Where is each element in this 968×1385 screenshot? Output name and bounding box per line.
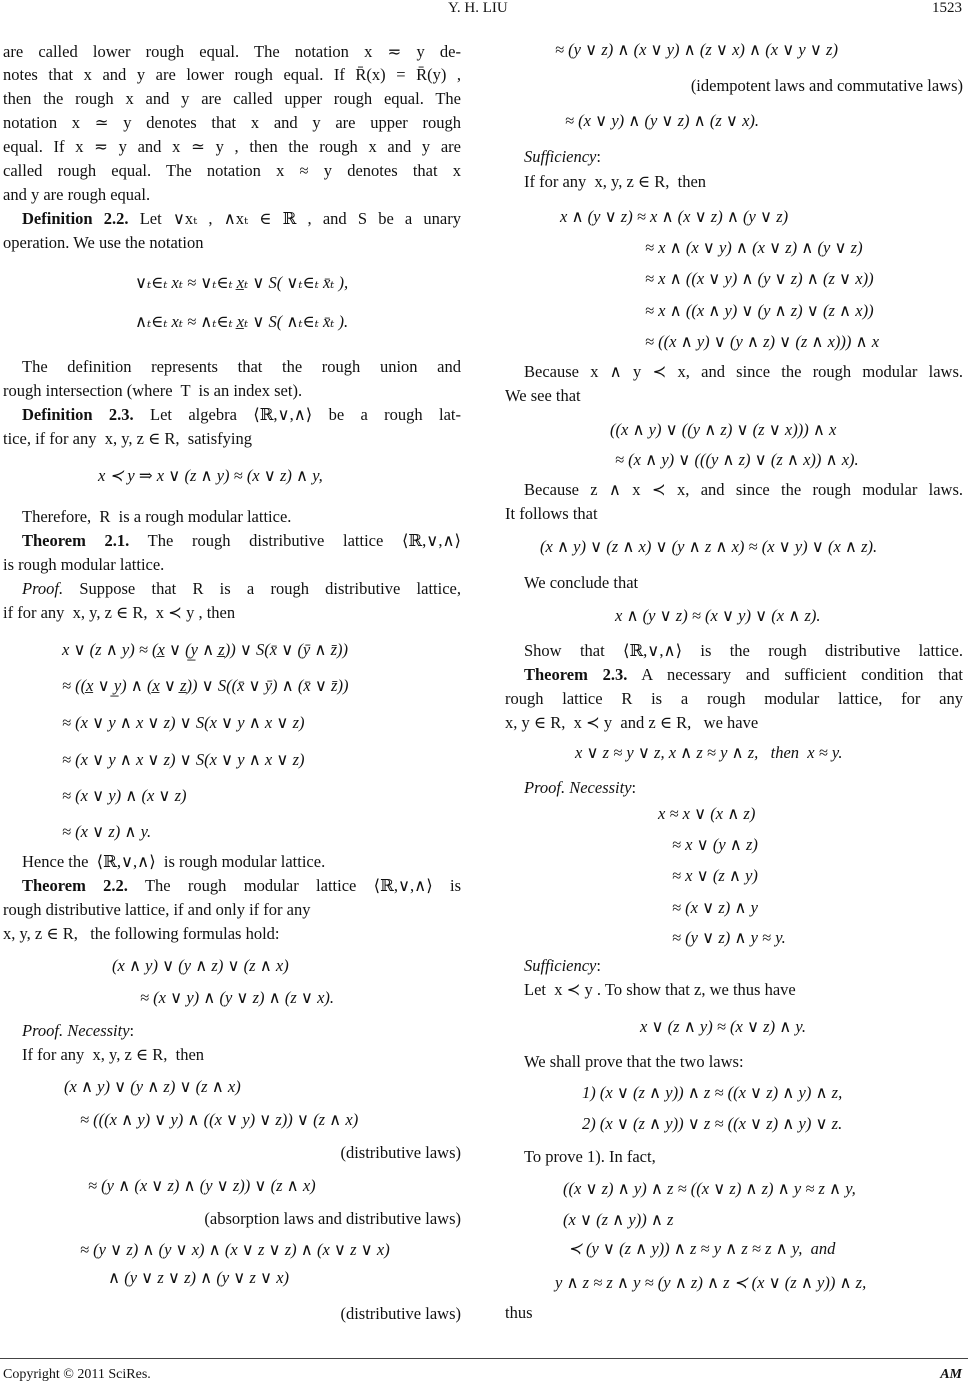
footer-rule [0,1358,968,1359]
text-line [3,42,461,62]
proof-label: Sufficiency [524,147,597,166]
line-text: (distributive laws) [340,1143,461,1162]
proof-label: Proof. Necessity [22,1021,130,1040]
line-text: x ≈ x ∨ (x ∧ z) [658,804,756,823]
line-text: Show that ⟨ℝ,∨,∧⟩ is the rough distributive lattice. [524,641,963,660]
text-line [524,956,601,976]
line-text: ≈ (x ∨ y ∧ x ∨ z) ∨ S(x ∨ y ∧ x ∨ z) [62,713,305,732]
line-text: then the rough x and y are called upper rough equal. The [3,89,461,108]
line-text: Suppose that R is a rough distributive lattice, [63,579,461,598]
footer-copyright: Copyright © 2011 SciRes. [3,1367,151,1382]
line-text: Let ∨xₜ , ∧xₜ ∈ ℝ , and S be a unary [128,209,461,228]
line-text: x ∨ z ≈ y ∨ z, x ∧ z ≈ y ∧ z, then x ≈ y. [575,743,843,762]
equation-line [582,1114,842,1134]
text-line [524,172,706,192]
proof-label: Proof. [22,579,64,598]
equation-line [135,273,348,293]
equation-line [672,898,758,918]
heading-label: Theorem 2.1. [22,531,130,550]
equation-annotation [204,1209,461,1229]
text-line [3,233,203,253]
text-line [524,480,963,500]
line-text: if for any x, y, z ∈ R, x ≺ y , then [3,603,236,622]
line-text: We see that [505,386,581,405]
equation-line [615,450,859,470]
equation-line [62,640,348,660]
equation-line [640,1017,806,1037]
equation-line [88,1176,316,1196]
line-text: We shall prove that the two laws: [524,1052,744,1071]
line-text: ≈ (((x ∧ y) ∨ y) ∧ ((x ∨ y) ∨ z)) ∨ (z ∧ x) [80,1110,359,1129]
line-text: ≈ x ∧ ((x ∨ y) ∧ (y ∨ z) ∧ (z ∨ x)) [645,269,874,288]
text-line [3,924,280,944]
line-text: If for any x, y, z ∈ R, then [22,1045,205,1064]
text-line [22,876,461,896]
line-text: The definition represents that the rough union and [22,357,461,376]
text-line [505,504,598,524]
line-text: x ≺ y ⇒ x ∨ (z ∧ y) ≈ (x ∨ z) ∧ y, [98,466,323,485]
text-line [3,113,461,133]
line-text: : [631,778,637,797]
line-text: (distributive laws) [340,1304,461,1323]
equation-line [645,269,874,289]
text-line [22,357,461,377]
line-text: ≈ (x ∨ y) ∧ (x ∨ z) [62,786,187,805]
line-text: ∧ (y ∨ z ∨ z) ∧ (y ∨ z ∨ x) [108,1268,290,1287]
line-text: Therefore, R is a rough modular lattice. [22,507,292,526]
equation-line [658,804,755,824]
equation-line [98,466,323,486]
line-text: equal. If x ≂ y and x ≃ y , then the rough x and y are [3,137,461,156]
equation-line [568,1239,835,1259]
text-line [505,386,581,406]
line-text: ≈ x ∧ ((x ∧ y) ∨ (y ∧ z) ∨ (z ∧ x)) [645,301,874,320]
line-text: rough lattice R is a rough modular lattice, for any [505,689,963,708]
line-text: Because x ∧ y ≺ x, and since the rough modular laws. [524,362,963,381]
line-text: Let x ≺ y . To show that z, we thus have [524,980,796,999]
text-line [22,209,461,229]
line-text: If for any x, y, z ∈ R, then [524,172,707,191]
equation-line [540,537,877,557]
line-text: 1) (x ∨ (z ∧ y)) ∧ z ≈ ((x ∨ z) ∧ y) ∧ z, [582,1083,843,1102]
line-text: Let algebra ⟨ℝ,∨,∧⟩ be a rough lat- [133,405,461,424]
text-line [3,555,164,575]
text-line [22,1045,204,1065]
line-text: y ∧ z ≈ z ∧ y ≈ (y ∧ z) ∧ z ≺ (x ∨ (z ∧ y)) ∧ z, [555,1273,867,1292]
equation-line [563,1179,856,1199]
footer-journal: AM [940,1367,962,1382]
line-text: : [596,147,601,166]
line-text: The rough modular lattice ⟨ℝ,∨,∧⟩ is [127,876,461,895]
equation-line [672,866,758,886]
line-text: (idempotent laws and commutative laws) [690,76,963,95]
line-text: (x ∧ y) ∨ (y ∧ z) ∨ (z ∧ x) [112,956,289,975]
line-text: is rough modular lattice. [3,555,165,574]
equation-line [62,676,348,696]
text-line [3,137,461,157]
line-text: 2) (x ∨ (z ∧ y)) ∨ z ≈ ((x ∨ z) ∧ y) ∨ z. [582,1114,843,1133]
text-line [3,65,461,85]
line-text: Because z ∧ x ≺ x, and since the rough modular laws. [524,480,963,499]
line-text: ((x ∨ z) ∧ y) ∧ z ≈ ((x ∨ z) ∧ z) ∧ y ≈ z ∧ y, [563,1179,856,1198]
text-line [524,641,963,661]
text-line [3,381,302,401]
equation-line [610,420,836,440]
line-text: ≈ (y ∧ (x ∨ z) ∧ (y ∨ z)) ∨ (z ∧ x) [88,1176,316,1195]
text-line [3,429,252,449]
text-line [3,89,461,109]
equation-line [135,312,348,332]
line-text: and y are rough equal. [3,185,151,204]
equation-line [645,301,874,321]
line-text: It follows that [505,504,598,523]
line-text: : [596,956,601,975]
text-line [524,362,963,382]
line-text: ≈ (x ∨ z) ∧ y. [62,822,152,841]
line-text: Hence the ⟨ℝ,∨,∧⟩ is rough modular lattice. [22,852,326,871]
equation-line [140,988,334,1008]
equation-annotation [340,1304,461,1324]
line-text: ≈ (x ∨ y ∧ x ∨ z) ∨ S(x ∨ y ∧ x ∨ z) [62,750,305,769]
line-text: x ∨ (z ∧ y) ≈ (x̲ ∨ (y̲ ∧ z̲)) ∨ S(x̄ ∨ (ȳ ∧ z̄)) [62,640,348,659]
line-text: (x ∧ y) ∨ (y ∧ z) ∨ (z ∧ x) [64,1077,241,1096]
proof-label: Sufficiency [524,956,597,975]
text-line [505,713,758,733]
equation-line [62,750,304,770]
heading-label: Definition 2.2. [22,209,129,228]
line-text: To prove 1). In fact, [524,1147,656,1166]
line-text: ≈ ((x ∧ y) ∨ (y ∧ z) ∨ (z ∧ x))) ∧ x [645,332,880,351]
text-line [22,405,461,425]
equation-line [62,822,151,842]
line-text: The rough distributive lattice ⟨ℝ,∨,∧⟩ [129,531,461,550]
equation-line [62,713,304,733]
line-text: notes that x and y are lower rough equal. If R̄(x) = R̄(y) , [3,65,461,84]
text-line [505,1303,533,1323]
text-line [22,579,461,599]
line-text: We conclude that [524,573,639,592]
line-text: ≈ (y ∨ z) ∧ y ≈ y. [672,928,786,947]
line-text: x ∧ (y ∨ z) ≈ x ∧ (x ∨ z) ∧ (y ∨ z) [560,207,789,226]
text-line [3,161,461,181]
equation-line [108,1268,289,1288]
line-text: (absorption laws and distributive laws) [204,1209,461,1228]
line-text: ≈ (x ∧ y) ∨ (((y ∧ z) ∨ (z ∧ x)) ∧ x). [615,450,859,469]
equation-line [565,111,759,131]
text-line [3,900,310,920]
line-text: ≈ (y ∨ z) ∧ (x ∨ y) ∧ (z ∨ x) ∧ (x ∨ y ∨ z) [555,40,838,59]
equation-line [575,743,842,763]
line-text: x, y ∈ R, x ≺ y and z ∈ R, we have [505,713,759,732]
equation-line [555,40,838,60]
line-text: (x ∧ y) ∨ (z ∧ x) ∨ (y ∧ z ∧ x) ≈ (x ∨ y) ∨ (x ∧ z). [540,537,878,556]
text-line [22,531,461,551]
line-text: called rough equal. The notation x ≈ y denotes that x [3,161,461,180]
equation-line [560,207,788,227]
line-text: rough intersection (where T is an index set). [3,381,303,400]
line-text: operation. We use the notation [3,233,204,252]
equation-line [672,928,786,948]
equation-line [112,956,289,976]
text-line [524,1147,656,1167]
text-line [524,665,963,685]
text-line [22,852,325,872]
text-line [524,573,638,593]
line-text: ∨ₜ∈ₜ xₜ ≈ ∨ₜ∈ₜ x̲ₜ ∨ S( ∨ₜ∈ₜ x̄ₜ ), [135,273,349,292]
line-text: x ∨ (z ∧ y) ≈ (x ∨ z) ∧ y. [640,1017,806,1036]
line-text: ((x ∧ y) ∨ ((y ∧ z) ∨ (z ∨ x))) ∧ x [610,420,837,439]
text-line [22,1021,134,1041]
line-text: ∧ₜ∈ₜ xₜ ≈ ∧ₜ∈ₜ x̲ₜ ∨ S( ∧ₜ∈ₜ x̄ₜ ). [135,312,349,331]
text-line [524,778,636,798]
line-text: ≈ x ∨ (y ∧ z) [672,835,758,854]
line-text: x, y, z ∈ R, the following formulas hold: [3,924,280,943]
equation-line [645,238,863,258]
text-line [3,185,150,205]
line-text: (x ∨ (z ∧ y)) ∧ z [563,1210,674,1229]
equation-line [582,1083,842,1103]
equation-line [62,786,187,806]
equation-annotation [340,1143,461,1163]
line-text: rough distributive lattice, if and only if for any [3,900,311,919]
line-text: ≈ x ∧ (x ∨ y) ∧ (x ∨ z) ∧ (y ∨ z) [645,238,863,257]
text-line [3,603,235,623]
text-line [524,147,601,167]
page-number: 1523 [932,0,962,16]
line-text: ≺ (y ∨ (z ∧ y)) ∧ z ≈ y ∧ z ≈ z ∧ y, and [568,1239,836,1258]
text-line [505,689,963,709]
text-line [22,507,291,527]
line-text: ≈ ((x̲ ∨ y̲) ∧ (x̲ ∨ z̲)) ∨ S((x̄ ∨ ȳ) ∧ (x̄ ∨ z̄)) [62,676,349,695]
equation-line [563,1210,673,1230]
text-line [524,980,796,1000]
equation-line [645,332,879,352]
equation-line [672,835,758,855]
heading-label: Definition 2.3. [22,405,134,424]
heading-label: Theorem 2.2. [22,876,128,895]
line-text: ≈ (x ∨ y) ∧ (y ∨ z) ∧ (z ∨ x). [565,111,760,130]
line-text: ≈ (y ∨ z) ∧ (y ∨ x) ∧ (x ∨ z ∨ z) ∧ (x ∨ z ∨ x) [80,1240,390,1259]
equation-line [615,606,821,626]
line-text: ≈ (x ∨ z) ∧ y [672,898,758,917]
line-text: tice, if for any x, y, z ∈ R, satisfying [3,429,252,448]
line-text: : [129,1021,135,1040]
line-text: ≈ (x ∨ y) ∧ (y ∨ z) ∧ (z ∨ x). [140,988,335,1007]
equation-line [64,1077,241,1097]
heading-label: Theorem 2.3. [524,665,628,684]
equation-line [80,1110,358,1130]
equation-annotation [691,76,963,96]
proof-label: Proof. Necessity [524,778,632,797]
running-head-author: Y. H. LIU [448,0,508,16]
line-text: thus [505,1303,533,1322]
line-text: notation x ≃ y denotes that x and y are upper rough [3,113,461,132]
line-text: x ∧ (y ∨ z) ≈ (x ∨ y) ∨ (x ∧ z). [615,606,821,625]
line-text: are called lower rough equal. The notation x ≂ y de- [3,42,461,61]
line-text: ≈ x ∨ (z ∧ y) [672,866,758,885]
text-line [524,1052,744,1072]
equation-line [555,1273,866,1293]
equation-line [80,1240,390,1260]
line-text: A necessary and sufficient condition that [627,665,963,684]
